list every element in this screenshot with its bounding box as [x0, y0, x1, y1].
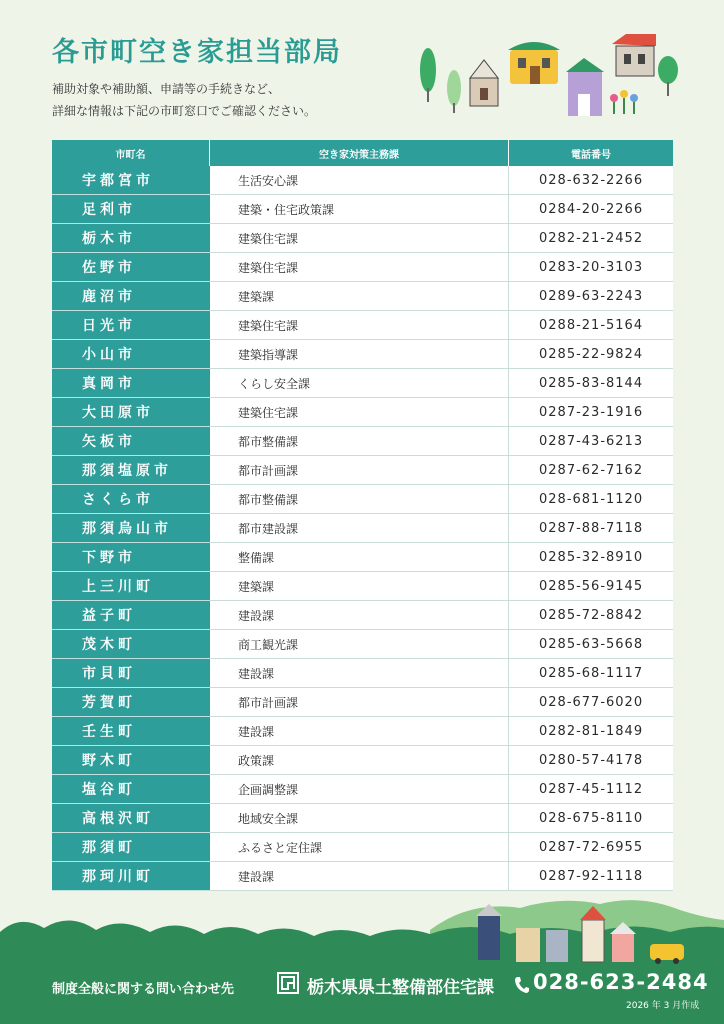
- table-row: [52, 427, 673, 456]
- muni-cell: 茂木町: [52, 630, 210, 659]
- table-row: [52, 369, 673, 398]
- tel-cell[interactable]: 0287-88-7118: [509, 514, 673, 543]
- table-header-row: [52, 140, 673, 166]
- tel-cell[interactable]: 0280-57-4178: [509, 746, 673, 775]
- table-row: [52, 456, 673, 485]
- table-row: [52, 253, 673, 282]
- tel-cell[interactable]: 0285-72-8842: [509, 601, 673, 630]
- dept-cell: 生活安心課: [210, 166, 509, 195]
- muni-cell: 上三川町: [52, 572, 210, 601]
- house-icon: [616, 46, 654, 76]
- dept-cell: 地域安全課: [210, 804, 509, 833]
- dept-cell: 都市建設課: [210, 514, 509, 543]
- tel-cell[interactable]: 028-675-8110: [509, 804, 673, 833]
- table-row: [52, 659, 673, 688]
- tree-icon: [420, 48, 436, 92]
- contact-table: [52, 140, 673, 891]
- dept-cell: 建築指導課: [210, 340, 509, 369]
- column-header-muni: 市町名: [52, 140, 210, 166]
- tel-cell[interactable]: 0285-63-5668: [509, 630, 673, 659]
- muni-cell: 芳賀町: [52, 688, 210, 717]
- tel-cell[interactable]: 0285-56-9145: [509, 572, 673, 601]
- table-row: [52, 717, 673, 746]
- column-header-tel: 電話番号: [509, 140, 673, 166]
- tel-cell[interactable]: 0287-92-1118: [509, 862, 673, 891]
- dept-cell: 建築課: [210, 282, 509, 311]
- muni-cell: 那須町: [52, 833, 210, 862]
- dept-cell: 建設課: [210, 659, 509, 688]
- dept-cell: 建設課: [210, 601, 509, 630]
- muni-cell: 高根沢町: [52, 804, 210, 833]
- muni-cell: 鹿沼市: [52, 282, 210, 311]
- footer-dept-name: 栃木県県土整備部住宅課: [307, 978, 494, 998]
- tel-cell[interactable]: 0284-20-2266: [509, 195, 673, 224]
- tel-cell[interactable]: 0287-62-7162: [509, 456, 673, 485]
- dept-cell: 都市整備課: [210, 427, 509, 456]
- dept-cell: 整備課: [210, 543, 509, 572]
- muni-cell: 真岡市: [52, 369, 210, 398]
- tel-cell[interactable]: 0287-23-1916: [509, 398, 673, 427]
- muni-cell: 足利市: [52, 195, 210, 224]
- dept-cell: 建築住宅課: [210, 224, 509, 253]
- dept-cell: 建築住宅課: [210, 253, 509, 282]
- building-icon: [516, 928, 540, 962]
- houses-illustration: [412, 28, 692, 128]
- table-row: [52, 514, 673, 543]
- prefecture-logo-icon: [277, 972, 299, 994]
- lead-text: [52, 78, 316, 122]
- table-row: [52, 862, 673, 891]
- dept-cell: くらし安全課: [210, 369, 509, 398]
- dept-cell: 建設課: [210, 717, 509, 746]
- tel-cell[interactable]: 0289-63-2243: [509, 282, 673, 311]
- muni-cell: 市貝町: [52, 659, 210, 688]
- table-row: [52, 804, 673, 833]
- tel-cell[interactable]: 0283-20-3103: [509, 253, 673, 282]
- tel-cell[interactable]: 0285-83-8144: [509, 369, 673, 398]
- table-row: [52, 485, 673, 514]
- tel-cell[interactable]: 028-632-2266: [509, 166, 673, 195]
- tel-cell[interactable]: 0282-81-1849: [509, 717, 673, 746]
- table-row: [52, 311, 673, 340]
- dept-cell: 商工観光課: [210, 630, 509, 659]
- muni-cell: 塩谷町: [52, 775, 210, 804]
- tel-cell[interactable]: 0287-72-6955: [509, 833, 673, 862]
- dept-cell: 都市計画課: [210, 456, 509, 485]
- table-row: [52, 543, 673, 572]
- building-icon: [612, 934, 634, 962]
- dept-cell: 建築・住宅政策課: [210, 195, 509, 224]
- table-row: [52, 572, 673, 601]
- muni-cell: 日光市: [52, 311, 210, 340]
- muni-cell: 佐野市: [52, 253, 210, 282]
- dept-cell: 企画調整課: [210, 775, 509, 804]
- muni-cell: 小山市: [52, 340, 210, 369]
- tel-cell[interactable]: 0287-43-6213: [509, 427, 673, 456]
- muni-cell: 栃木市: [52, 224, 210, 253]
- table-row: [52, 166, 673, 195]
- phone-icon: [514, 976, 530, 994]
- table-row: [52, 601, 673, 630]
- table-row: [52, 398, 673, 427]
- muni-cell: さくら市: [52, 485, 210, 514]
- dept-cell: 都市計画課: [210, 688, 509, 717]
- muni-cell: 那須烏山市: [52, 514, 210, 543]
- muni-cell: 野木町: [52, 746, 210, 775]
- table-row: [52, 340, 673, 369]
- tel-cell[interactable]: 028-677-6020: [509, 688, 673, 717]
- table-row: [52, 224, 673, 253]
- footer-landscape: [0, 890, 724, 1024]
- tel-cell[interactable]: 0285-22-9824: [509, 340, 673, 369]
- lead-line-1: 補助対象や補助額、申請等の手続きなど、: [52, 82, 281, 96]
- column-header-dept: 空き家対策主務課: [210, 140, 509, 166]
- table-row: [52, 282, 673, 311]
- tel-cell[interactable]: 0285-68-1117: [509, 659, 673, 688]
- table-row: [52, 195, 673, 224]
- footer-contact-label: 制度全般に関する問い合わせ先: [52, 982, 235, 997]
- tel-cell[interactable]: 028-681-1120: [509, 485, 673, 514]
- muni-cell: 大田原市: [52, 398, 210, 427]
- building-icon: [478, 916, 500, 960]
- muni-cell: 下野市: [52, 543, 210, 572]
- tel-cell[interactable]: 0285-32-8910: [509, 543, 673, 572]
- created-date: 2026 年 3 月作成: [626, 1001, 700, 1011]
- dept-cell: ふるさと定住課: [210, 833, 509, 862]
- tree-icon: [658, 56, 678, 84]
- page-title: 各市町空き家担当部局: [52, 37, 342, 68]
- dept-cell: 建築住宅課: [210, 311, 509, 340]
- dept-cell: 建設課: [210, 862, 509, 891]
- dept-cell: 建築課: [210, 572, 509, 601]
- dept-cell: 都市整備課: [210, 485, 509, 514]
- tel-cell[interactable]: 0282-21-2452: [509, 224, 673, 253]
- table-row: [52, 630, 673, 659]
- table-row: [52, 833, 673, 862]
- tel-cell[interactable]: 0288-21-5164: [509, 311, 673, 340]
- bus-icon: [650, 944, 684, 960]
- muni-cell: 益子町: [52, 601, 210, 630]
- dept-cell: 政策課: [210, 746, 509, 775]
- tel-cell[interactable]: 0287-45-1112: [509, 775, 673, 804]
- footer-phone-number[interactable]: 028-623-2484: [533, 970, 709, 994]
- building-icon: [546, 930, 568, 962]
- muni-cell: 矢板市: [52, 427, 210, 456]
- muni-cell: 壬生町: [52, 717, 210, 746]
- muni-cell: 那珂川町: [52, 862, 210, 891]
- table-row: [52, 775, 673, 804]
- building-icon: [582, 920, 604, 962]
- table-row: [52, 688, 673, 717]
- muni-cell: 那須塩原市: [52, 456, 210, 485]
- table-row: [52, 746, 673, 775]
- lead-line-2: 詳細な情報は下記の市町窓口でご確認ください。: [52, 104, 317, 118]
- dept-cell: 建築住宅課: [210, 398, 509, 427]
- muni-cell: 宇都宮市: [52, 166, 210, 195]
